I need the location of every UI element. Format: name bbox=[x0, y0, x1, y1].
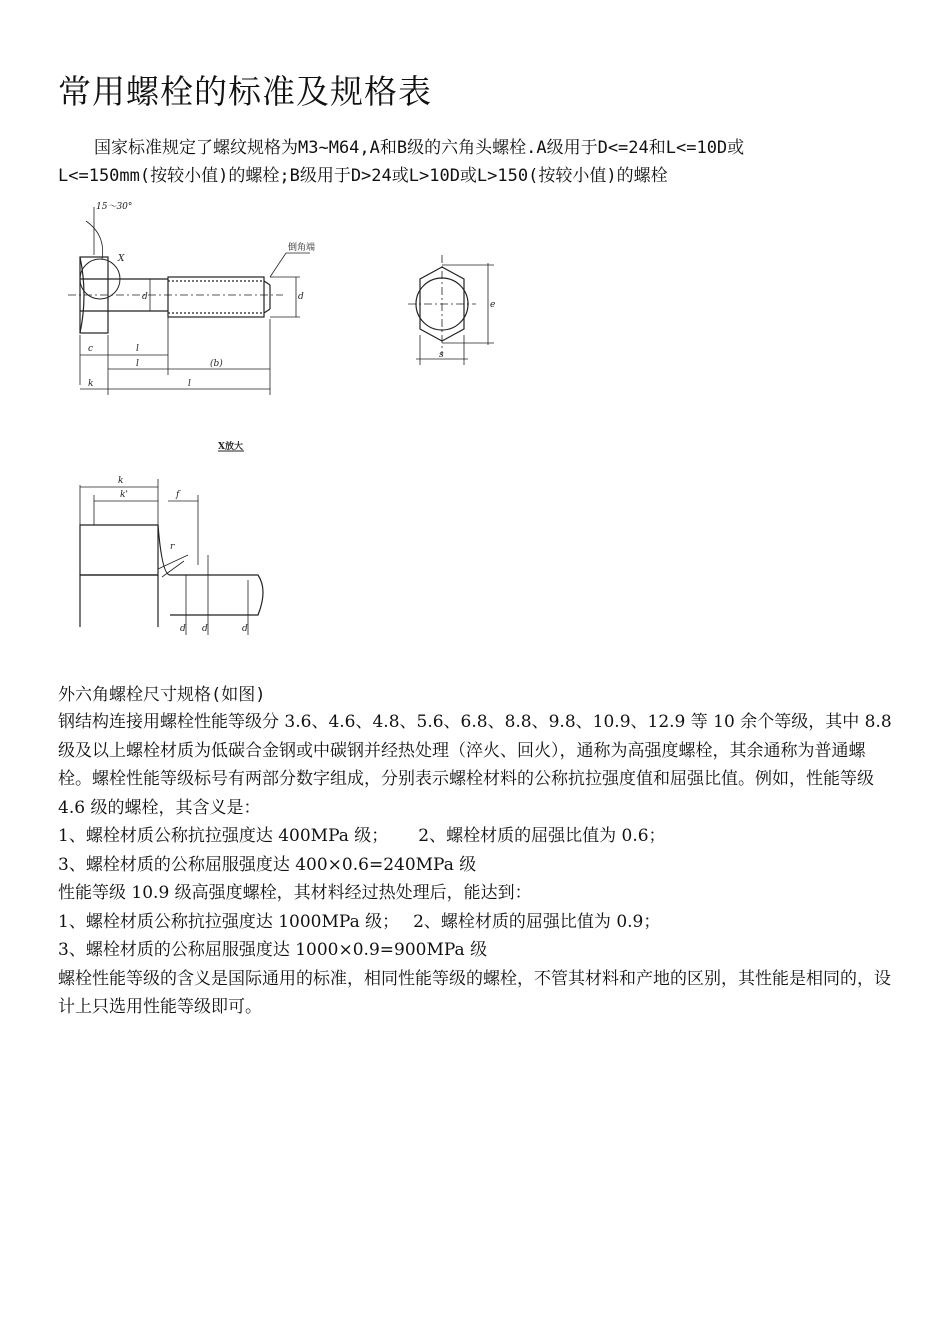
item-2a: 1、螺栓材质公称抗拉强度达 1000MPa 级； bbox=[58, 911, 400, 932]
label-chamfer: 倒角端 bbox=[288, 243, 316, 253]
label-b: (b) bbox=[210, 359, 223, 369]
intro-paragraph bbox=[58, 134, 898, 190]
item-1b: 2、螺栓材质的屈强比值为 0.6； bbox=[418, 826, 666, 846]
bolt-side-view bbox=[68, 207, 310, 395]
label-r: r bbox=[170, 542, 175, 552]
bolt-drawing bbox=[58, 195, 518, 635]
label-k2: k bbox=[118, 476, 124, 486]
item-2c: 3、螺栓材质的公称屈服强度达 1000×0.9=900MPa 级 bbox=[58, 940, 488, 960]
label-e: e bbox=[490, 300, 496, 310]
label-k-prime: k' bbox=[120, 490, 128, 500]
intro-line-2: L<=150mm(按较小值)的螺栓;B级用于D>24或L>10D或L>150(按较小值)的螺栓 bbox=[58, 166, 668, 186]
page-title: 常用螺栓的标准及规格表 bbox=[58, 72, 432, 111]
label-f: f bbox=[176, 490, 180, 500]
item-2b: 2、螺栓材质的屈强比值为 0.9； bbox=[413, 911, 661, 932]
label-ls: l bbox=[136, 344, 139, 354]
label-l: l bbox=[188, 379, 191, 389]
paragraph-2: 性能等级 10.9 级高强度螺栓，其材料经过热处理后，能达到： bbox=[58, 883, 532, 903]
label-c: c bbox=[88, 344, 94, 354]
item-1c: 3、螺栓材质的公称屈服强度达 400×0.6=240MPa 级 bbox=[58, 854, 477, 875]
label-angle: 15～30° bbox=[96, 202, 133, 212]
body-text bbox=[58, 708, 898, 1022]
label-x-enlarged: X放大 bbox=[218, 442, 243, 452]
paragraph-3: 螺栓性能等级的含义是国际通用的标准，相同性能等级的螺栓，不管其材料和产地的区别，其性能是相同的，设计上只选用性能等级即可。 bbox=[58, 968, 891, 1017]
label-dw: d bbox=[202, 624, 208, 634]
label-x: X bbox=[118, 254, 125, 264]
figure-caption: 外六角螺栓尺寸规格(如图) bbox=[58, 685, 266, 705]
label-da: d bbox=[180, 624, 186, 634]
label-lg: l bbox=[136, 359, 139, 369]
intro-line-1 bbox=[58, 134, 898, 162]
item-row-1 bbox=[58, 822, 898, 851]
item-1a: 1、螺栓材质公称抗拉强度达 400MPa 级； bbox=[58, 826, 389, 846]
label-ds: d bbox=[142, 292, 148, 302]
label-ds2: d bbox=[242, 624, 248, 634]
paragraph-1: 钢结构连接用螺栓性能等级分 3.6、4.6、4.8、5.6、6.8、8.8、9.8、10.9、12.9 等 10 余个等级，其中 8.8 级及以上螺栓材质为低碳合金钢或中碳钢并经热处理（淬火、回火），通称为高强度螺栓，其余通称为普通螺栓。螺栓性能等级标号有两部分数字组成，分别表示螺栓材料的公称抗拉强度值和屈强比值。例如，性能等级 4.6 级的螺栓，其含义是： bbox=[58, 712, 892, 818]
label-d: d bbox=[298, 292, 304, 302]
bolt-end-view bbox=[408, 255, 494, 365]
label-k: k bbox=[88, 379, 94, 389]
intro-line-1-text: 国家标准规定了螺纹规格为M3~M64,A和B级的六角头螺栓.A级用于D<=24和L<=10D或 bbox=[94, 138, 745, 158]
label-s: s bbox=[439, 350, 444, 360]
item-row-2 bbox=[58, 908, 898, 937]
